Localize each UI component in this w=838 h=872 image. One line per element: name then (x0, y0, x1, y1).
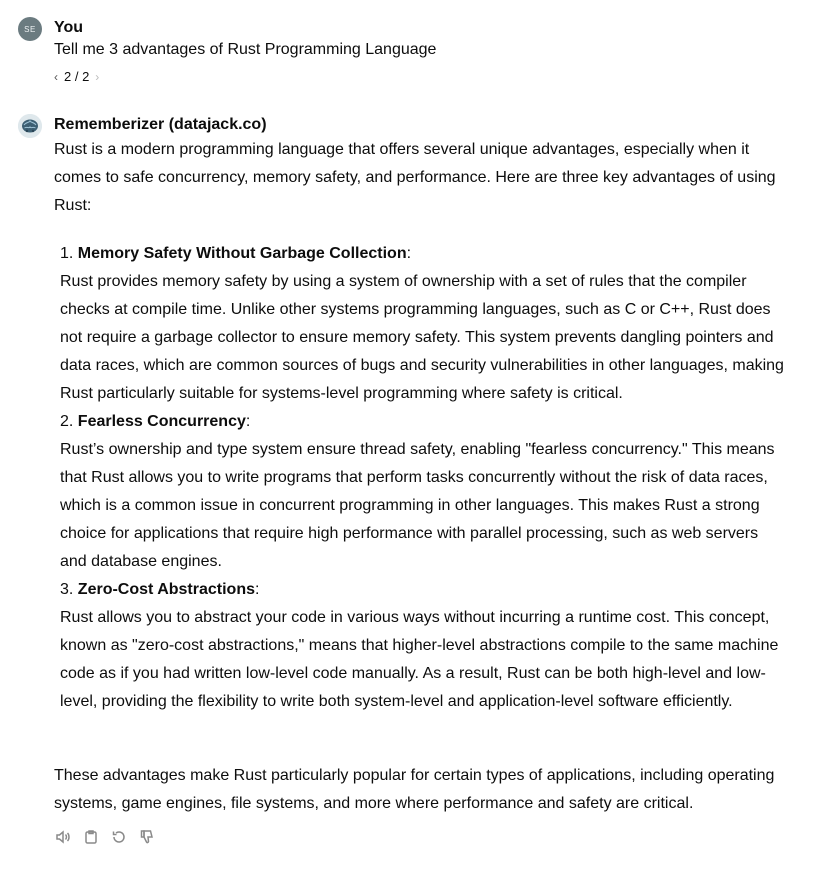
message-actions (54, 828, 784, 846)
advantages-list (54, 240, 784, 716)
user-avatar (18, 17, 42, 41)
list-item: 1. Memory Safety Without Garbage Collection: Rust provides memory safety by using a system of ownership with a set of rules that the compiler checks at compile time. Unlike other systems programming languages, such as C or C++, Rust does not require a garbage collector to ensure memory safety. This system prevents dangling pointers and data races, which are common sources of bugs and security vulnerabilities in other languages, making Rust particularly suitable for systems-level programming where safety is critical. (54, 240, 784, 408)
pager-label: 2 / 2 (64, 69, 90, 84)
list-item-description: Rust provides memory safety by using a system of ownership with a set of rules that the compiler checks at compile time. Unlike other systems programming languages, such as C or C++, Rust does not require a garbage collector to ensure memory safety. This system prevents dangling pointers and data races, which are common sources of bugs and security vulnerabilities in other languages, making Rust particularly suitable for systems-level programming where safety is critical. (60, 273, 784, 402)
response-intro: Rust is a modern programming language that offers several unique advantages, especially when it comes to safe concurrency, memory safety, and performance. Here are three key advantages of using Rust: (54, 141, 776, 214)
brain-logo-icon (18, 114, 42, 138)
user-author-name: You (54, 19, 84, 36)
user-message-text: Tell me 3 advantages of Rust Programming Language (54, 41, 437, 58)
response-closing: These advantages make Rust particularly popular for certain types of applications, including operating systems, game engines, file systems, and more where performance and safety are critical. (54, 767, 775, 812)
list-item-number: 1. (60, 245, 74, 262)
pager-next-button[interactable]: › (95, 69, 100, 84)
list-item: 3. Zero-Cost Abstractions: Rust allows you to abstract your code in various ways without incurring a runtime cost. This concept, known as "zero-cost abstractions," means that higher-level abstractions compile to the same machine code as if you had written low-level code manually. As a result, Rust can be both high-level and low-level, providing the flexibility to write both system-level and application-level software efficiently. (54, 576, 784, 716)
assistant-author-name: Rememberizer (datajack.co) (54, 116, 267, 133)
read-aloud-button[interactable] (54, 828, 72, 846)
read-aloud-icon (54, 828, 72, 846)
copy-button[interactable] (82, 828, 100, 846)
thumbs-down-button[interactable] (138, 828, 156, 846)
list-item-number: 3. (60, 581, 74, 598)
list-item-title: Fearless Concurrency (77, 413, 246, 430)
assistant-response (54, 136, 784, 818)
thumbs-down-icon (138, 828, 156, 846)
assistant-avatar (18, 114, 42, 138)
response-pager (54, 69, 784, 84)
list-item-title: Zero-Cost Abstractions (77, 581, 255, 598)
copy-icon (82, 828, 100, 846)
list-item-number: 2. (60, 413, 74, 430)
regenerate-icon (110, 828, 128, 846)
list-item-description: Rust allows you to abstract your code in various ways without incurring a runtime cost. This concept, known as "zero-cost abstractions," means that higher-level abstractions compile to the same machine code as if you had written low-level code manually. As a result, Rust can be both high-level and low-level, providing the flexibility to write both system-level and application-level software efficiently. (60, 609, 779, 710)
list-item-title: Memory Safety Without Garbage Collection (77, 245, 407, 262)
regenerate-button[interactable] (110, 828, 128, 846)
user-avatar-initials: SE (24, 24, 36, 34)
list-item-description: Rust’s ownership and type system ensure thread safety, enabling "fearless concurrency." This means that Rust allows you to write programs that perform tasks concurrently without the risk of data races, which is a common issue in concurrent programming in other languages. This makes Rust a strong choice for applications that require high performance with parallel processing, such as web servers and database engines. (60, 441, 775, 570)
pager-prev-button[interactable]: ‹ (54, 69, 58, 84)
list-item: 2. Fearless Concurrency: Rust’s ownership and type system ensure thread safety, enabling "fearless concurrency." This means that Rust allows you to write programs that perform tasks concurrently without the risk of data races, which is a common issue in concurrent programming in other languages. This makes Rust a strong choice for applications that require high performance with parallel processing, such as web servers and database engines. (54, 408, 784, 576)
